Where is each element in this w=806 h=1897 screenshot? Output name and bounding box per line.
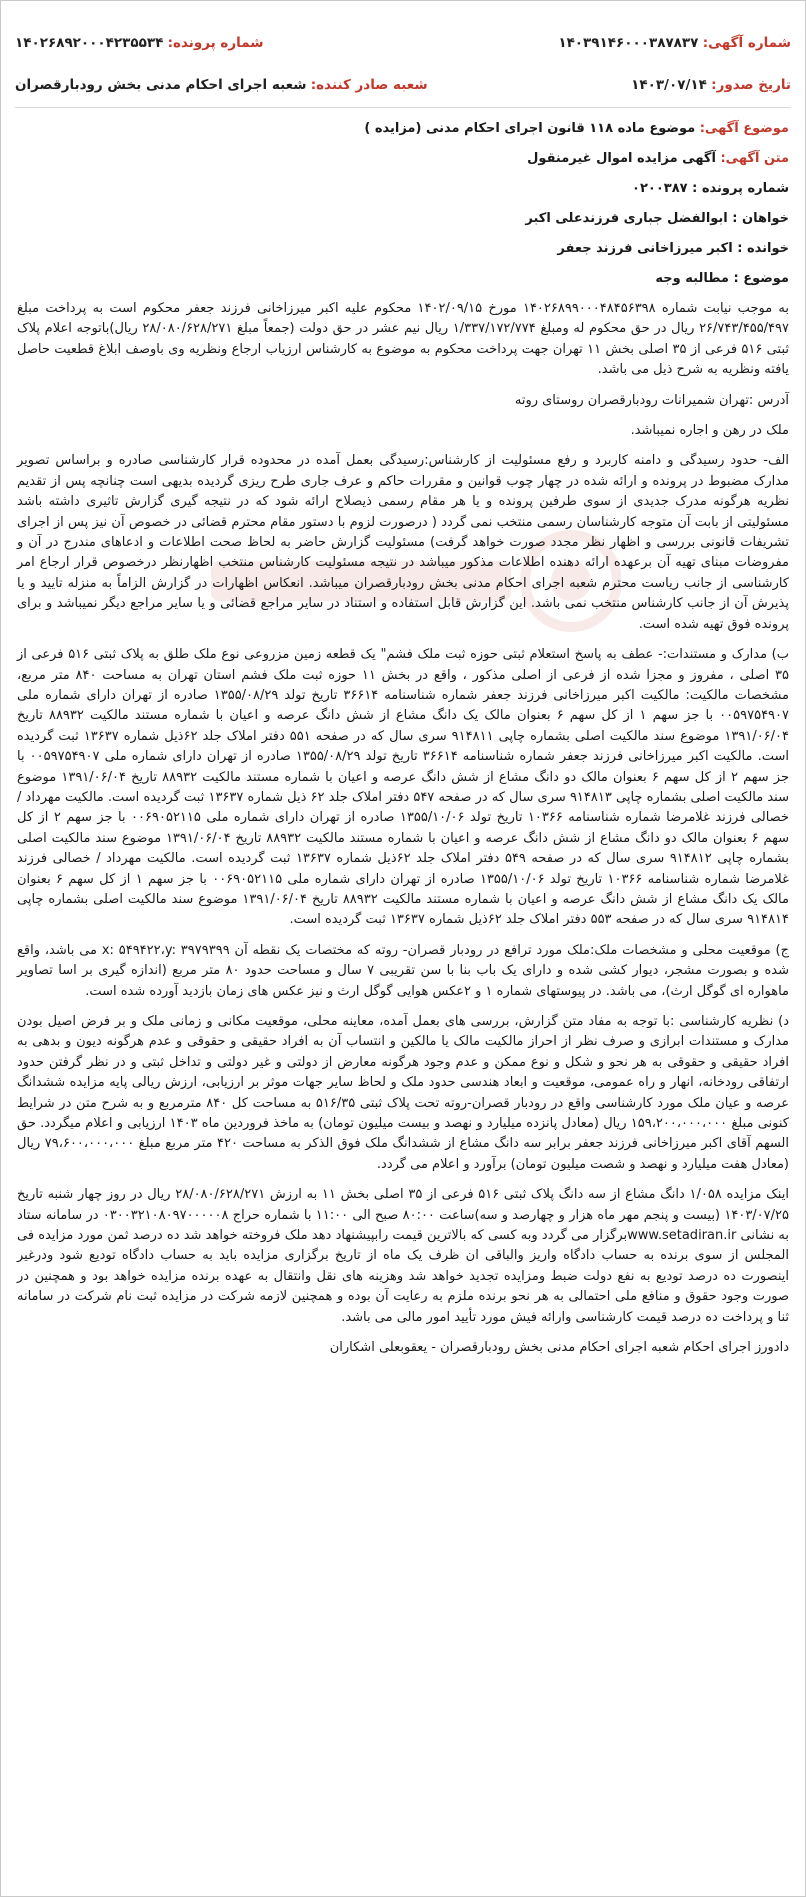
case-number-label: شماره پرونده: [167,35,264,51]
topic-row [17,269,789,289]
notice-number-cell [558,33,791,53]
case-number: ۱۴۰۲۶۸۹۲۰۰۰۴۲۳۵۵۳۴ [15,35,164,51]
plaintiff-label: خواهان : [732,211,789,226]
topic-label: موضوع : [733,271,789,286]
paragraph-auction-terms: اینک مزایده ۱/۰۵۸ دانگ مشاع از سه دانگ پلاک ثبتی ۵۱۶ فرعی از ۳۵ اصلی بخش ۱۱ به ارزش ۲۸/۰۸۰/۶۲۸/۲۷۱ ریال در روز چهار شنبه تاریخ ۱۴۰۳/۰۷/۲۵ (بیست و پنجم مهر ماه هزار و چهارصد و سه)ساعت ۸۰:۰۰ صبح الی ۱۱:۰۰ با شماره حراج ۰۳۰۰۳۲۱۰۸۰۹۷۰۰۰۰۰۸ در سامانه ستاد به نشانی www.setadiran.irبرگزار می گردد وبه کسی که بالاترین قیمت رابپیشنهاد دهد ملک فروخته خواهد شد ده درصد ثمن مورد مزایده فی المجلس از سوی برنده به حساب دادگاه واریز والباقی ان ظرف یک ماه از تاریخ برگزاری مزایده باید به حساب دادگاه تودیع شود ودرغیر اینصورت ده درصد تودیع به نفع دولت ضبط ومزایده تجدید خواهد شد وهزینه های نقل وانتقال به عهده برنده مزایده خواهد بود و همچنین در صورت وجود حقوق و منافع ملی احتمالی به هر نحو برنده ملزم به رعایت آن بوده و همچنین لازمه شرکت در مزایده ثبت نام شرکت در سامانه ثنا و پرداخت ده درصد قیمت کارشناسی وارائه فیش مورد تأیید امور مالی می باشد. [17,1187,789,1325]
issuing-branch: شعبه اجرای احکام مدنی بخش رودبارقصران [15,77,307,93]
subject-label: موضوع آگهی: [699,121,789,136]
signature-line: دادورز اجرای احکام شعبه اجرای احکام مدنی بخش رودبارقصران - یعقوبعلی اشکاران [329,1340,789,1356]
text-row [17,149,789,169]
issue-date-cell [631,75,791,95]
issue-date-label: تاریخ صدور: [711,77,791,93]
paragraph-expert-opinion: د) نظریه کارشناسی :با توجه به مفاد متن گزارش، بررسی های بعمل آمده، معاینه محلی، موقعیت مکانی و زمانی ملک و بر فرض اصیل بودن مدارک و مستندات ابرازی و صرف نظر از احراز مالکیت مالک یا مالکین و انتساب آن به افراد حقیقی و حقوقی و عدم هرگونه دیون و بدهی به افراد حقیقی و حقوقی به هر نحو و شکل و نوع ممکن و عدم وجود هرگونه معارض از دولتی و غیر دولتی و تداخل ثبتی و در نظر گرفتن حدود ارتفاقی رودخانه، انهار و راه عمومی، موقعیت و ابعاد هندسی حدود ملک و لحاظ سایر جهات موثر بر ارزیابی، ارزش ریالی پایه مزایده ششدانگ عرصه و عیان ملک مورد کارشناسی واقع در رودبار قصران-روته تحت پلاک ثبتی ۵۱۶/۳۵ به مساحت کل ۸۴۰ مترمربع و به شرح متن در شرایط کنونی مبلغ ۱۵۹،۲۰۰،۰۰۰،۰۰۰ ریال (معادل پانزده میلیارد و نهصد و بیست میلیون تومان) به ماخذ فروردین ماه ۱۴۰۳ ارزیابی و اعلام میگردد. حق السهم آقای اکبر میرزاخانی فرزند جعفر برابر سه دانگ مشاع از ششدانگ ملک فوق الذکر به مساحت ۴۲۰ متر مربع مبلغ ۷۹،۶۰۰،۰۰۰،۰۰۰ ریال (معادل هفت میلیارد و نهصد و شصت میلیون تومان) برآورد و اعلام می گردد. [17,1014,790,1172]
plaintiff-row [17,209,789,229]
paragraph-documents: ب) مدارک و مستندات:- عطف به پاسخ استعلام ثبتی حوزه ثبت ملک فشم" یک قطعه زمین مزروعی نوع ملک طلق به پلاک ثبتی ۵۱۶ فرعی از ۳۵ اصلی ، مفروز و مجزا شده از فرعی از اصلی مذکور ، واقع در بخش ۱۱ حوزه ثبت ملک فشم استان تهران به مساحت ۸۴۰ متر مربع، مشخصات مالکیت: مالکیت اکبر میرزاخانی فرزند جعفر شماره شناسنامه ۳۶۶۱۴ تاریخ تولد ۱۳۵۵/۰۸/۲۹ صادره از تهران دارای شماره ملی ۰۰۵۹۷۵۴۹۰۷ با جز سهم ۱ از کل سهم ۶ بعنوان مالک یک دانگ مشاع از شش دانگ عرصه و اعیان با شماره مستند مالکیت ۸۸۹۳۲ تاریخ ۱۳۹۱/۰۶/۰۴ موضوع سند مالکیت اصلی بشماره چاپی ۹۱۴۸۱۱ سری سال که در صفحه ۵۵۱ دفتر املاک جلد ۶۲ذیل شماره ۱۳۶۳۷ ثبت گردیده است. مالکیت اکبر میرزاخانی فرزند جعفر شماره شناسنامه ۳۶۶۱۴ تاریخ تولد ۱۳۵۵/۰۸/۲۹ صادره از تهران دارای شماره ملی ۰۰۵۹۷۵۴۹۰۷ با جز سهم ۲ از کل سهم ۶ بعنوان مالک دو دانگ مشاع از شش دانگ عرصه و اعیان با شماره مستند مالکیت ۸۸۹۳۲ تاریخ ۱۳۹۱/۰۶/۰۴ موضوع سند مالکیت اصلی بشماره چاپی ۹۱۴۸۱۳ سری سال که در صفحه ۵۴۷ دفتر املاک جلد ۶۲ ذیل شماره ۱۳۶۳۷ ثبت گردیده است. مالکیت مهرداد / خصالی فرزند غلامرضا شماره شناسنامه ۱۰۳۶۶ تاریخ تولد ۱۳۵۵/۱۰/۰۶ صادره از تهران دارای شماره ملی ۰۰۶۹۰۵۲۱۱۵ با جز سهم ۲ از کل سهم ۶ بعنوان مالک دو دانگ مشاع از شش دانگ عرصه و اعیان با شماره مستند مالکیت ۸۸۹۳۲ تاریخ ۱۳۹۱/۰۶/۰۴ موضوع سند مالکیت اصلی بشماره چاپی ۹۱۴۸۱۲ سری سال که در صفحه ۵۴۹ دفتر املاک جلد ۶۲ذیل شماره ۱۳۶۳۷ ثبت گردیده است. مالکیت مهرداد / خصالی فرزند غلامرضا شماره شناسنامه ۱۰۳۶۶ تاریخ تولد ۱۳۵۵/۱۰/۰۶ صادره از تهران دارای شماره ملی ۰۰۶۹۰۵۲۱۱۵ با جز سهم ۱ از کل سهم ۶ بعنوان مالک یک دانگ مشاع از شش دانگ عرصه و اعیان با شماره مستند مالکیت ۸۸۹۳۲ تاریخ ۱۳۹۱/۰۶/۰۴ موضوع سند مالکیت اصلی بشماره چاپی ۹۱۴۸۱۴ سری سال که در صفحه ۵۵۳ دفتر املاک جلد ۶۲ذیل شماره ۱۳۶۳۷ ثبت گردیده است. [17,647,790,928]
subject-row [17,119,789,139]
paragraph-ruling: به موجب نیابت شماره ۱۴۰۲۶۸۹۹۰۰۰۴۸۴۵۶۳۹۸ مورخ ۱۴۰۲/۰۹/۱۵ محکوم علیه اکبر میرزاخانی فرزند جعفر محکوم است به پرداخت مبلغ ۲۶/۷۴۳/۴۵۵/۴۹۷ ریال در حق محکوم له ومبلغ ۱/۳۳۷/۱۷۲/۷۷۴ ریال نیم عشر در حق دولت (جمعاً مبلغ ۲۸/۰۸۰/۶۲۸/۲۷۱ ریال)باتوجه اعلام پلاک ثبتی ۵۱۶ فرعی از ۳۵ اصلی بخش ۱۱ تهران جهت پرداخت محکوم به موضوع به کارشناس ارزیاب ارجاع ونظریه وی باوصف ابلاغ قطعیت حاصل یافته ونظریه به شرح ذیل می باشد. [17,301,790,378]
case-number-cell [15,33,264,53]
paragraph-address: آدرس :تهران شمیرانات رودبارقصران روستای روته [514,392,789,408]
case-value: ۰۲۰۰۳۸۷ [632,181,688,196]
paragraph-location: ج) موقعیت محلی و مشخصات ملک:ملک مورد ترافع در رودبار قصران- روته که مختصات یک نقطه آن x: ۵۴۹۴۲۲،y: ۳۹۷۹۳۹۹ می باشد، واقع شده و بصورت مشجر، دیوار کشی شده و دارای یک باب بنا با سن تقریبی ۷ سال و مساحت حدود ۸۰ متر مربع (اندازه گیری بر اسا تصاویر ماهواره ای گوگل ارث)، می باشد. در پیوستهای شماره ۱ و ۲عکس هوایی گوگل ارث و نیز عکس های زمان بازدید آورده شده است. [17,942,789,999]
notice-number-label: شماره آگهی: [702,35,791,51]
paragraph-scope: الف- حدود رسیدگی و دامنه کاربرد و رفع مسئولیت از کارشناس:رسیدگی بعمل آمده در محدوده قرار کارشناسی صادره و براساس تصویر مدارک مضبوط در پرونده و ارائه شده در چهار چوب قوانین و مقررات حاکم و عرف جاری طرح ریزی گردیده بدیهی است چنانچه پس از تقدیم نظریه هرگونه مدرک جدیدی از سوی طرفین پرونده و یا هر مقام رسمی ذیصلاح ارائه شود که در نتیجه گیری گزارش تاثیری داشته باشد مسئولیتی از بابت آن متوجه کارشناسان رسمی منتخب نمی گردد ( درصورت لزوم با دستور مقام محترم قضائی در خصوص آن نیز پس از اجرای تشریفات قانونی بررسی و اظهار نظر مجدد صورت خواهد گرفت) مسئولیت گزارش حاضر به لحاظ صحت اطلاعات و ادعاهای مندرج در آن و مفروضات مبنای تهیه آن برعهده ارائه دهنده اطلاعات مذکور میباشد در نتیجه مسئولیت کارشناس منتخب اظهارنظر درخصوص قرار ارجاع امر کارشناسی از جانب ریاست محترم شعبه اجرای احکام مدنی بخش رودبارقصران میباشد. انعکاس اظهارات در گزارش الزاماً به منزله تایید و یا پذیرش آن از جانب کارشناس منتخب نمی باشد. این گزارش قابل استفاده و استناد در سایر مراجع قضائی و یا سایر مراجع دیگر نمیباشد و برای پرونده فوق تهیه شده است. [17,453,789,632]
text-label: متن آگهی: [720,151,789,166]
subject-value: موضوع ماده ۱۱۸ قانون اجرای احکام مدنی (مزایده ) [364,121,696,136]
issuing-branch-cell [15,75,428,95]
topic-value: مطالبه وجه [655,271,729,286]
notice-content [17,119,789,1369]
issue-date: ۱۴۰۳/۰۷/۱۴ [631,77,707,93]
case-row [17,179,789,199]
defendant-row [17,239,789,259]
defendant-label: خوانده : [737,241,789,256]
case-label: شماره پرونده : [692,181,789,196]
text-value: آگهی مزایده اموال غیرمنقول [527,151,716,166]
notice-number: ۱۴۰۳۹۱۴۶۰۰۰۳۸۷۸۳۷ [558,35,699,51]
defendant-value: اکبر میرزاخانی فرزند جعفر [557,241,733,256]
header-divider [15,107,791,108]
plaintiff-value: ابوالفضل جباری فرزندعلی اکبر [525,211,728,226]
issuing-branch-label: شعبه صادر کننده: [310,77,428,93]
paragraph-lease-status: ملک در رهن و اجاره نمیباشد. [630,423,789,439]
